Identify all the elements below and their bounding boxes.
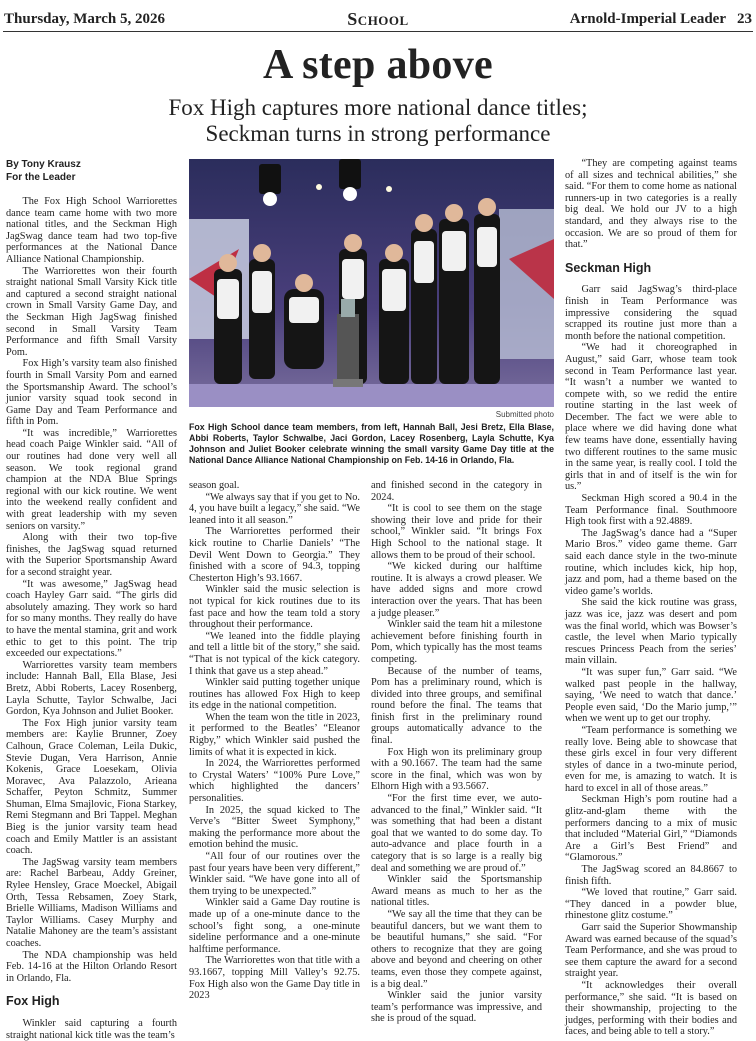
team-photo-illustration [189, 159, 554, 407]
headline: A step above [263, 42, 493, 88]
paragraph: When the team won the title in 2023, it performed to the Beatles’ “Eleanor Rigby,” which Winkler said pushed the limits of what it is expected in kick. [189, 711, 360, 758]
paragraph: “It was awesome,” JagSwag head coach Hayley Garr said. “The girls did absolutely amazing. They work so hard for so many months. They really do have to have the mental stamina, grit and work ethic to get to this point. The trip exceeded our expectations.” [6, 578, 177, 660]
paragraph: Garr said the Superior Showmanship Award was earned because of the squad’s Team Performance, and she was proud to see them capture the award for a second straight year. [565, 922, 737, 980]
column-2 [189, 480, 360, 1002]
paragraph: “All four of our routines over the past four years have been very different,” Winkler said. “We have gone into all of them trying to be unexpected.” [189, 851, 360, 897]
paragraph: Winkler said putting together unique routines has allowed Fox High to keep its edge in the national competition. [189, 677, 360, 712]
column-4 [565, 158, 737, 1038]
paragraph: Winkler said capturing a fourth straight national kick title was the team’s [6, 1017, 177, 1041]
paragraph: Seckman High’s pom routine had a glitz-and-glam theme with the performers dancing to a mix of music that included “Material Girl,” “Diamonds Are a Girl’s Best Friend” and “Glamorous.” [565, 794, 737, 864]
paragraph: The JagSwag varsity team members are: Rachel Barbeau, Addy Greiner, Rylee Hensley, Grace Moeckel, Abigail Orth, Tessa Rebsamen, Zoey Stark, Brielle Williams, Madison Williams and Taylor Williams. Casey Murphy and Natalie Mahoney are the team’s assistant coaches. [6, 856, 177, 949]
paragraph: The Fox High junior varsity team members are: Kaylie Brunner, Zoey Calhoun, Grace Coleman, Leila Dukic, Stevie Dugan, Vera Harrison, Annie Kokenis, Grace Loesekam, Olivia Moravec, Ava Palazzolo, Arieana Schaffer, Peyton Schmitz, Summer Shuman, Elma Smajlovic, Fiona Starkey, Remi Stegmann and Bri Tappel. Meghan Bieg is the junior varsity team head coach and Emily Mattler is an assistant coach. [6, 717, 177, 857]
paragraph: “We leaned into the fiddle playing and tell a little bit of the story,” she said. “That is not typical of the kick category. I think that gave us a step ahead.” [189, 630, 360, 677]
paragraph: Garr said JagSwag’s third-place finish in Team Performance was impressive considering the squad scrapped its routine just more than a month before the national competition. [565, 284, 737, 342]
paragraph: Fox High’s varsity team also finished fourth in Small Varsity Pom and earned the Sportsmanship Award. The school’s junior varsity squad took second in Game Day and Team Performance and fifth in Pom. [6, 358, 177, 428]
paragraph: “We kicked during our halftime routine. It is always a crowd pleaser. We have added signs and more crowd interaction over the years. That has been a judge pleaser.” [371, 561, 542, 619]
paragraph: The NDA championship was held Feb. 14-16 at the Hilton Orlando Resort in Orlando, Fla. [6, 949, 177, 984]
paragraph: “We loved that routine,” Garr said. “They danced in a powder blue, rhinestone glitz costume.” [565, 887, 737, 922]
deck [0, 95, 756, 147]
paragraph: “It was incredible,” Warriorettes head coach Paige Winkler said. “All of our routines had done very well all season. We took regional grand champion at the NDA Blue Springs regional with our kick routine. We went into the weekend really confident and with great leadership with my seven seniors on varsity.” [6, 427, 177, 532]
section-name: School [347, 9, 409, 29]
paragraph: Along with their two top-five finishes, the JagSwag squad returned with the Superior Sportsmanship Award for a second straight year. [6, 532, 177, 578]
paragraph: and finished second in the category in 2024. [371, 480, 542, 503]
paragraph: Winkler said the Sportsmanship Award means as much to her as the national titles. [371, 874, 542, 909]
paragraph: Warriorettes varsity team members include: Hannah Ball, Ella Blase, Jesi Bretz, Abbi Roberts, Lacey Rosenberg, Layla Schutte, Taylor Schwalbe, Jaci Gordon, Kya Johnson and Juliet Booker. [6, 659, 177, 718]
paragraph: She said the kick routine was grass, jazz was ice, jazz was desert and pom was the final world, which was Bowser’s castle, the level when Mario typically rescues Princess Peach from the series’ main villain. [565, 597, 737, 667]
paragraph: The JagSwag’s dance had a “Super Mario Bros.” video game theme. Garr said each dance style in the two-minute routine, which includes kick, hip hop, jazz and pom, had a theme based on the video game’s worlds. [565, 527, 737, 597]
paragraph: Seckman High scored a 90.4 in the Team Performance final. Southmoore High took first with a 92.4889. [565, 493, 737, 528]
paragraph: Winkler said the junior varsity team’s performance was impressive, and she is proud of the squad. [371, 990, 542, 1025]
byline-affiliation: For the Leader [6, 172, 76, 183]
issue-date: Thursday, March 5, 2026 [4, 11, 165, 27]
paragraph: The Warriorettes performed their kick routine to Charlie Daniels’ “The Devil Went Down to Georgia.” They finished with a score of 94.3, topping Chesterton High’s 93.1667. [189, 526, 360, 584]
paragraph: Because of the number of teams, Pom has a preliminary round, which is divided into three groups, and semifinal round before the final. The teams that finish first in the preliminary round groups automatically advance to the final. [371, 665, 542, 747]
paragraph: The Fox High School Warriorettes dance team came home with two more national titles, and the Seckman High JagSwag dance team had two top-five performances at the National Dance Alliance National Championship. [6, 196, 177, 265]
paragraph: “Team performance is something we really love. Being able to showcase that these girls excel in four very different styles of dance in a two-minute period, even for me, is amazing to watch. It is hard to excel in all of those areas.” [565, 724, 737, 794]
paragraph: “It acknowledges their overall performance,” she said. “It is based on their showmanship, projecting to the judges, performing with their bodies and faces, and being able to tell a story.” [565, 979, 737, 1038]
paragraph: Fox High won its preliminary group with a 90.1667. The team had the same score in the final, which was won by Elhorn High with a 93.5667. [371, 746, 542, 793]
subhead-fox-high: Fox High [6, 994, 60, 1009]
paragraph: “For the first time ever, we auto-advanced to the final,” Winkler said. “It was something that had been a distant goal that we wanted to do some day. To auto-advance and place fourth in a category that is so large is a really big deal and something we are proud of.” [371, 793, 542, 874]
paragraph: “We always say that if you get to No. 4, you have built a legacy,” she said. “We leaned into it all season.” [189, 491, 360, 526]
deck-line: Fox High captures more national dance titles; [168, 95, 588, 120]
paragraph: “We had it choreographed in August,” said Garr, whose team took second in Team Performance last year. “It wasn’t a number we wanted to compete with, so we redid the entire routine starting in the last week of December. The fact we were able to place where we did having done what few teams have done, essentially having two different routines to the same music in the same year, is really cool. I told the girls that in and of itself is the win for us.” [565, 342, 737, 493]
photo-credit: Submitted photo [495, 410, 554, 419]
paragraph: “It was super fun,” Garr said. “We walked past people in the hallway, saying, ‘We need to watch that dance.’ People even said, ‘Do the Mario jump,’” when we went up to get our trophy. [565, 666, 737, 725]
page-number: 23 [737, 11, 752, 27]
byline [6, 158, 177, 184]
paragraph: The Warriorettes won that title with a 93.1667, topping Mill Valley’s 92.75. Fox High also won the Game Day title in 2023 [189, 955, 360, 1002]
column-1 [6, 158, 177, 1041]
byline-author: By Tony Krausz [6, 159, 81, 170]
paragraph: “They are competing against teams of all sizes and technical abilities,” she said. “For them to come home as national runners-up in two categories is a really big deal. We hold our JV to a high standard, and they always rise to the occasion. We are so proud of them for that.” [565, 158, 737, 251]
column-3 [371, 480, 542, 1025]
paragraph: In 2025, the squad kicked to The Verve’s “Bitter Sweet Symphony,” making the performance more about the emotion behind the music. [189, 804, 360, 851]
paragraph: Winkler said the music selection is not typical for kick routines due to its fast pace and how the team told a story throughout their performance. [189, 584, 360, 631]
deck-line: Seckman turns in strong performance [205, 121, 551, 146]
photo-caption: Fox High School dance team members, from left, Hannah Ball, Jesi Bretz, Ella Blase, Abbi Roberts, Taylor Schwalbe, Jaci Gordon, Lacey Rosenberg, Layla Schutte, Kya Johnson and Juliet Booker celebrate winning the small varsity Game Day title at the National Dance Alliance National Championship on Feb. 14-16 in Orlando, Fla. [189, 422, 554, 465]
paragraph: The JagSwag scored an 84.8667 to finish fifth. [565, 864, 737, 887]
subhead-seckman-high: Seckman High [565, 260, 652, 275]
paper-name: Arnold-Imperial Leader [569, 11, 726, 27]
paragraph: Winkler said the team hit a milestone achievement before finishing fourth in Pom, which typically has the most teams competing. [371, 619, 542, 665]
paragraph: season goal. [189, 480, 240, 491]
paragraph: “It is cool to see them on the stage showing their love and pride for their school,” Winkler said. “It brings Fox High School to the national stage. It allows them to be proud of their school. [371, 503, 542, 561]
header-rule [3, 31, 753, 32]
paragraph: The Warriorettes won their fourth straight national Small Varsity Kick title and captured a second straight national crown in Small Varsity Game Day, and the Seckman High JagSwag finished second in Small Varsity Team Performance and fifth Small Varsity Pom. [6, 265, 177, 358]
paragraph: Winkler said a Game Day routine is made up of a one-minute dance to the school’s fight song, a one-minute sideline performance and a one-minute halftime performance. [189, 897, 360, 955]
paragraph: “We say all the time that they can be beautiful dancers, but we want them to be beautiful humans,” she said. “For others to recognize that they are going above and beyond and cheering on other teams, even those they compete against, is a big deal.” [371, 908, 542, 990]
team-photo [189, 159, 554, 407]
paragraph: In 2024, the Warriorettes performed to Crystal Waters’ “100% Pure Love,” which highlighted the dancers’ personalities. [189, 758, 360, 805]
